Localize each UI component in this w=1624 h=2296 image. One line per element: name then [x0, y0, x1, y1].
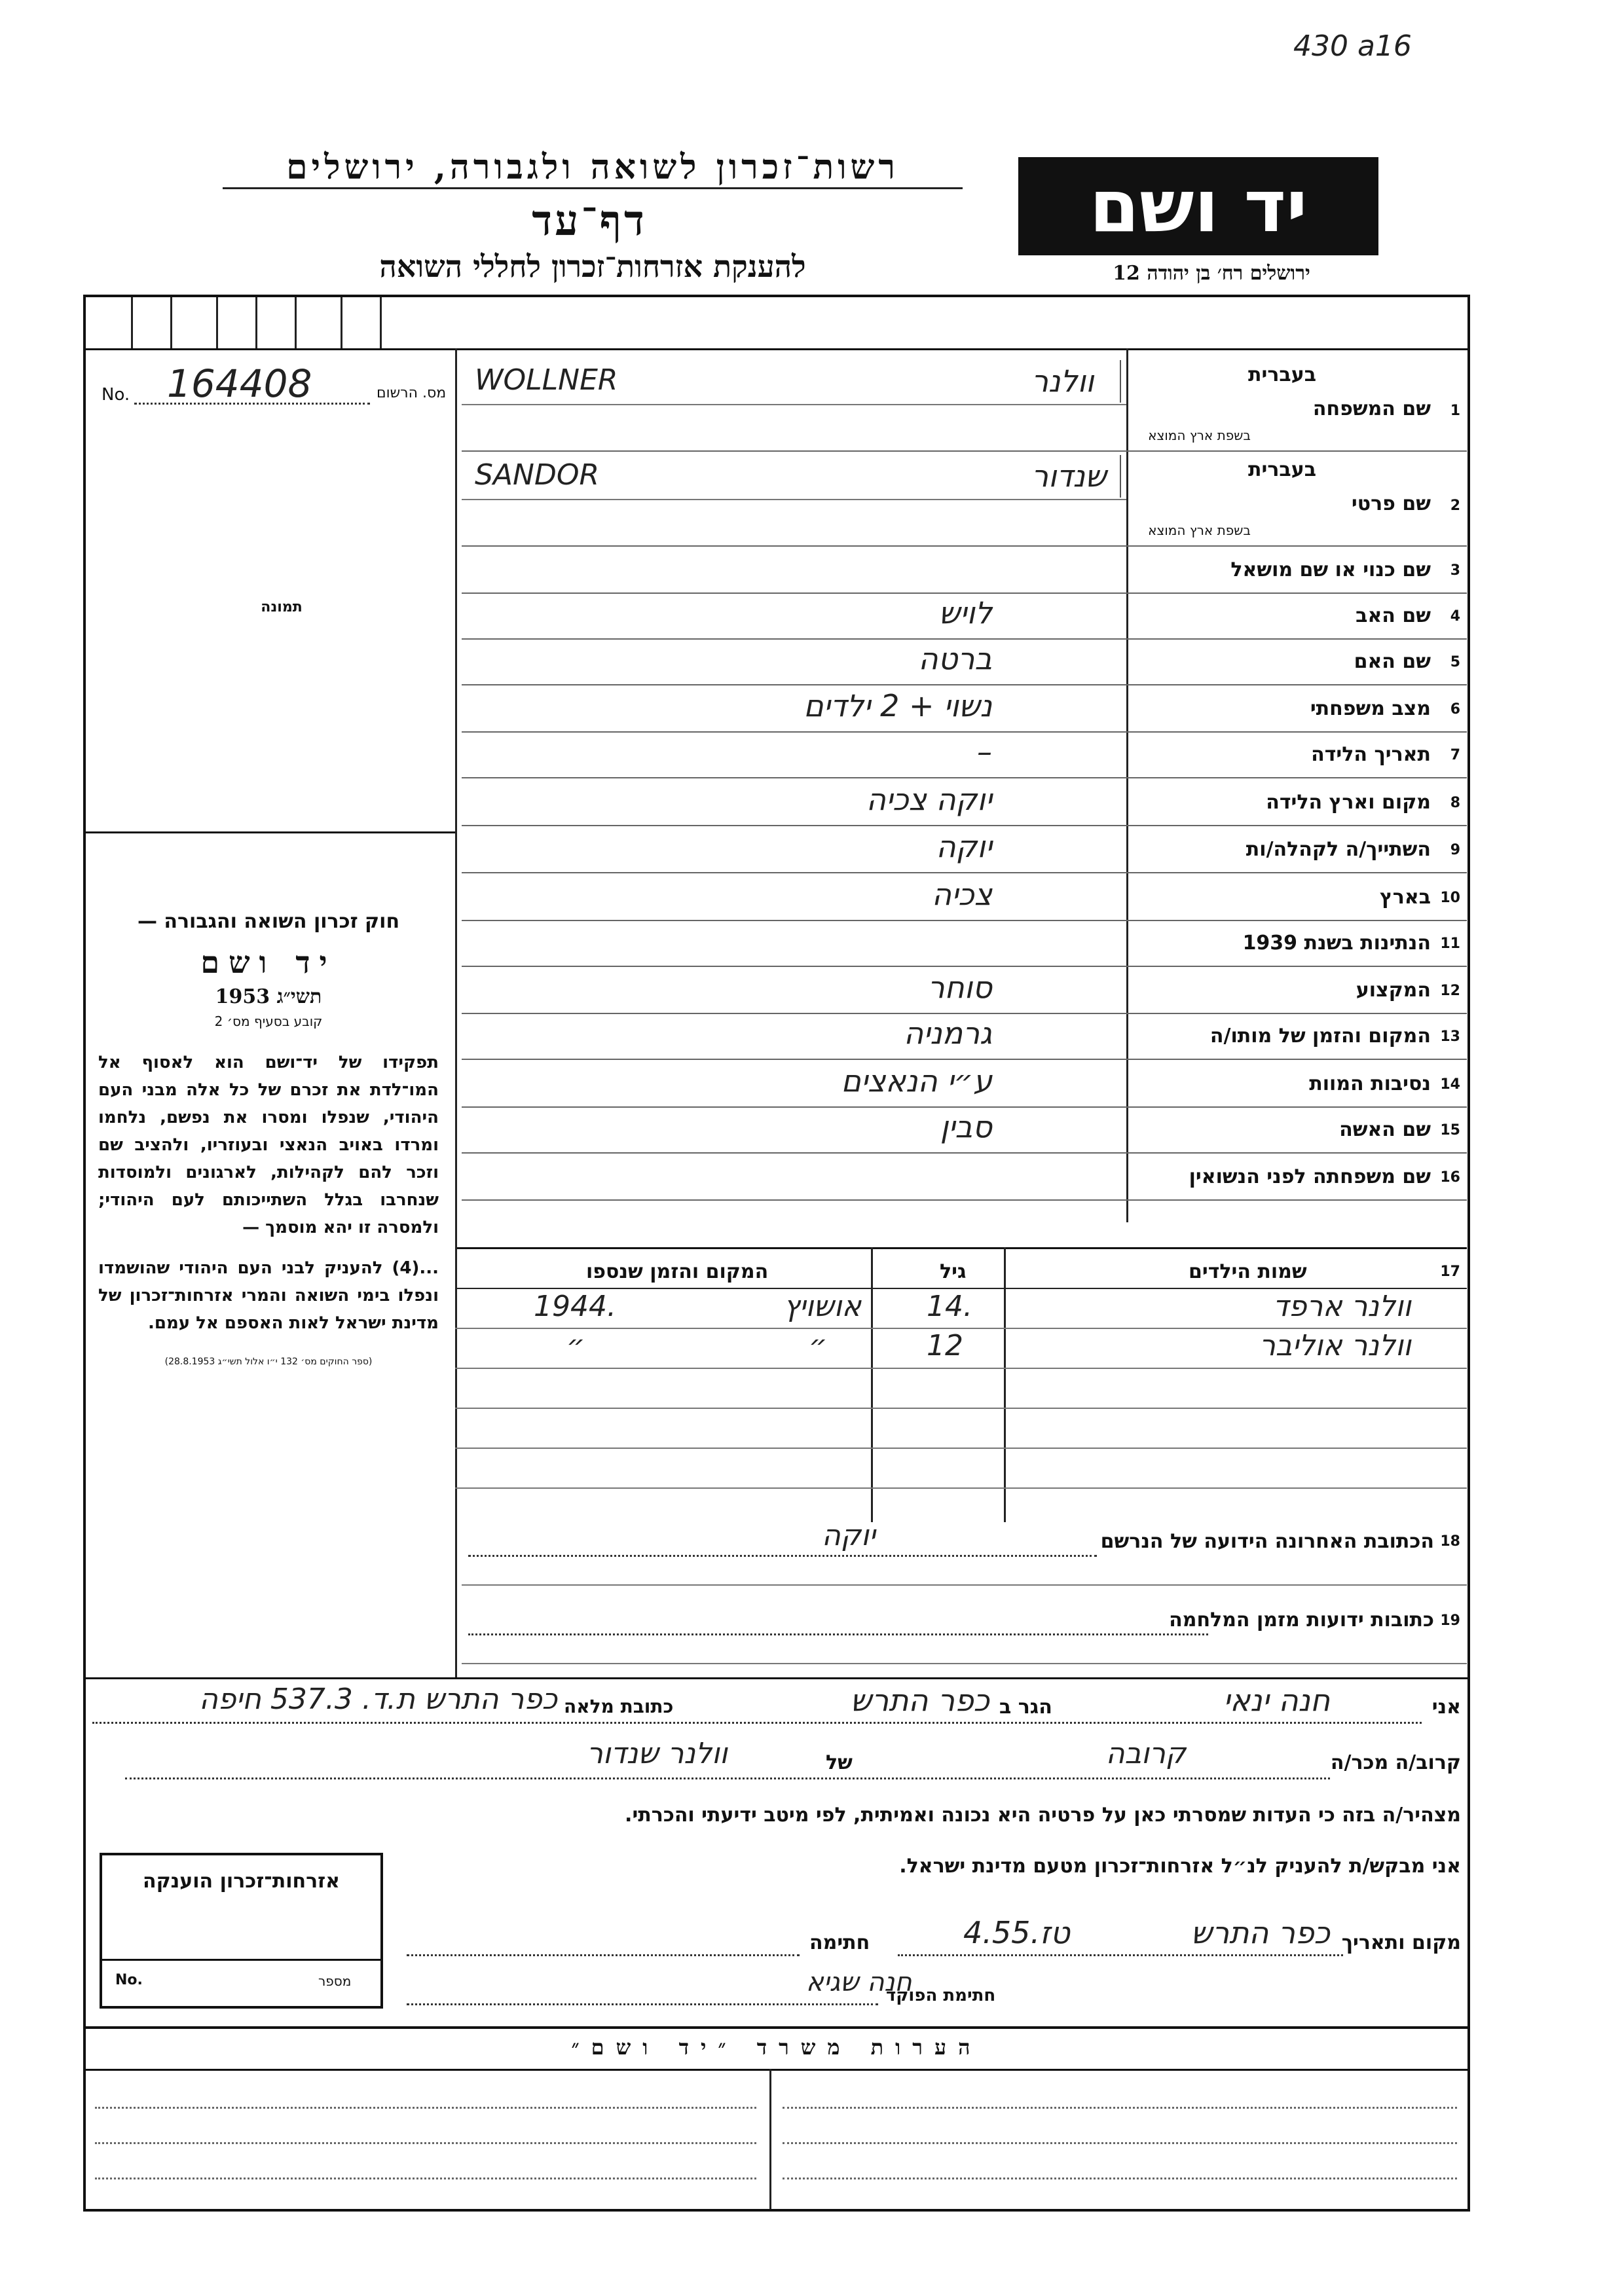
signature-label: חתימה — [809, 1931, 870, 1954]
authority-title: רשות־זכרון לשואה ולגבורה, ירושלים — [223, 147, 963, 189]
child-2-time: ״ — [566, 1329, 585, 1362]
form-subtitle: להענקת אזרחות־זכרון לחללי השואה — [379, 249, 806, 284]
field-row-6 — [455, 685, 1467, 733]
field-label-2: שם פרטי — [1351, 492, 1431, 515]
law-paragraph-2: ...(4) להעניק לבני העם היהודי שהושמדו ונפלו בימי השואה והמרי אזרחות־זכרון של מדינת ישראל לאות האספם אל עמם. — [98, 1258, 439, 1333]
field-number-5: 5 — [1450, 654, 1460, 670]
field-origin-value-1: WOLLNER — [475, 363, 618, 397]
child-1-place: אושויץ — [783, 1290, 861, 1323]
children-place-header: המקום והזמן שנספו — [586, 1260, 769, 1283]
law-name: יד ושם — [200, 945, 337, 980]
field-row-13 — [455, 1013, 1467, 1060]
field-label-11: הנתינות בשנת 1939 — [1242, 932, 1431, 955]
field-value-5: ברטה — [918, 641, 992, 676]
registration-row — [95, 361, 449, 406]
field-origin-label-2: בשפת ארץ המוצא — [1148, 522, 1251, 538]
field-number-10: 10 — [1440, 890, 1460, 906]
field-number-3: 3 — [1450, 562, 1460, 579]
field-row-8 — [455, 779, 1467, 826]
field-row-16 — [455, 1154, 1467, 1201]
field-value-6: נשוי + 2 ילדים — [803, 688, 992, 723]
field-label-3: שם כנוי או שם מושאל — [1230, 558, 1431, 581]
top-strip — [83, 297, 1467, 350]
field-label-5: שם האם — [1354, 650, 1431, 673]
address-section — [455, 1519, 1467, 1679]
logo-text: יד ושם — [1089, 164, 1308, 248]
of-value: וולנר שנדור — [586, 1737, 728, 1770]
child-2-name: וולנר אוליבר — [1259, 1329, 1411, 1362]
law-text — [98, 910, 439, 1367]
field-hebrew-value-2: שנדור — [1031, 458, 1107, 494]
children-age-header: גיל — [940, 1260, 967, 1283]
relation-value: קרובה — [1105, 1737, 1186, 1770]
child-2-age: 12 — [927, 1329, 963, 1362]
field-label-9: השתייך/ה לקהלה/ות — [1246, 838, 1431, 861]
field-row-15 — [455, 1106, 1467, 1154]
field-number-1: 1 — [1450, 403, 1460, 419]
law-heading: חוק זכרון השואה והגבורה — — [137, 910, 400, 933]
field-value-10: צכיה — [932, 877, 992, 912]
field-hebrew-label-1: בעברית — [1248, 363, 1316, 386]
stamp-no-label: No. — [115, 1972, 143, 1988]
resides-value: כפר התרש — [850, 1683, 989, 1718]
field-row-14 — [455, 1061, 1467, 1108]
child-2-place: ״ — [809, 1329, 828, 1362]
field-hebrew-value-1: וולנר — [1031, 363, 1094, 399]
place-date-label: מקום ותאריך — [1341, 1931, 1461, 1954]
stamp-title: אזרחות־זכרון הוענקה — [142, 1870, 341, 1893]
field-number-6: 6 — [1450, 701, 1460, 718]
of-label: של — [826, 1751, 853, 1774]
date-value: 4.טז.55 — [963, 1915, 1070, 1950]
form-title: דף־עד — [532, 196, 647, 246]
archive-number: 430 a16 — [1293, 29, 1412, 63]
field-label-8: מקום וארץ הלידה — [1266, 791, 1431, 814]
children-section — [455, 1247, 1467, 1522]
field-number-16: 16 — [1440, 1169, 1460, 1186]
field-value-4: לויש — [938, 595, 992, 630]
field-value-8: יוקה צכיה — [866, 782, 992, 817]
field-number-13: 13 — [1440, 1029, 1460, 1045]
last-address-value: יוקה — [822, 1519, 876, 1552]
field-number-19: 19 — [1440, 1613, 1460, 1629]
field-row-1 — [455, 357, 1467, 452]
field-number-8: 8 — [1450, 795, 1460, 811]
child-1-time: 1944. — [534, 1290, 616, 1323]
officer-label: חתימת הפוקד — [886, 1986, 996, 2005]
field-number-11: 11 — [1440, 936, 1460, 952]
field-row-2 — [455, 452, 1467, 547]
field-number-17: 17 — [1440, 1264, 1460, 1280]
children-names-header: שמות הילדים — [1189, 1260, 1307, 1283]
field-label-14: נסיבות המוות — [1309, 1072, 1431, 1095]
child-1-name: וולנר ארפד — [1272, 1290, 1411, 1323]
field-row-9 — [455, 826, 1467, 873]
field-row-3 — [455, 547, 1467, 594]
child-1-age: 14. — [927, 1290, 972, 1323]
field-number-2: 2 — [1450, 498, 1460, 514]
field-label-12: המקצוע — [1356, 979, 1431, 1002]
field-value-9: יוקה — [936, 829, 992, 864]
field-value-7: – — [977, 734, 992, 769]
resides-label: הגר ב — [999, 1696, 1052, 1719]
field-origin-value-2: SANDOR — [475, 458, 600, 492]
field-number-4: 4 — [1450, 608, 1460, 625]
statement-1: מצהיר/ה בזה כי העדות שמסרתי כאן על פרטיה היא נכונה ואמיתית, לפי מיטב ידיעתי והכרתי. — [625, 1804, 1461, 1827]
field-label-16: שם משפחתה לפני הנשואין — [1189, 1165, 1431, 1188]
photo-label: תמונה — [261, 599, 303, 615]
field-row-11 — [455, 920, 1467, 967]
stamp-number-label: מספר — [318, 1973, 352, 1989]
office-notes-title: הערות משרד ״יד ושם״ — [571, 2035, 982, 2060]
registration-number: 164408 — [167, 361, 312, 406]
field-value-15: סבין — [940, 1109, 992, 1144]
law-paragraph-1: תפקידו של יד־ושם הוא לאסוף אל המו־לדת את זכרם של כל אלה מבני העם היהודי, שנפלו ומסרו את נפשם, נלחמו ומרדו באויב הנאצי ובעוזריו, ולהציב שם וזכר להם לקהילות, לארגונים ולמוסדות שנחרבו בגלל השתייכותם לעם היהודי; ולמסרה זו יהא מוסמך — — [98, 1053, 439, 1237]
field-label-13: המקום והזמן של מותו/ה — [1209, 1025, 1431, 1048]
field-number-12: 12 — [1440, 983, 1460, 999]
declarant-name: חנה ינאי — [1223, 1683, 1330, 1718]
no-label: No. — [101, 385, 130, 405]
wartime-address-label: כתובות ידועות מזמן המלחמה — [1169, 1609, 1434, 1631]
field-row-5 — [455, 638, 1467, 685]
field-row-10 — [455, 874, 1467, 921]
yad-vashem-logo — [1018, 157, 1378, 255]
field-label-10: בארץ — [1379, 886, 1431, 909]
field-label-7: תאריך הלידה — [1311, 743, 1431, 766]
place-value: כפר התרש — [1190, 1915, 1330, 1950]
registration-label: מס. הרשום — [377, 385, 447, 401]
field-label-15: שם האשה — [1339, 1118, 1431, 1141]
field-label-4: שם האב — [1356, 604, 1431, 627]
i-label: אני — [1431, 1696, 1461, 1719]
address-label: כתובת מלאה — [564, 1696, 674, 1717]
field-number-18: 18 — [1440, 1533, 1460, 1550]
logo-address: ירושלים רח׳ בן יהודה 12 — [1113, 262, 1310, 285]
field-origin-label-1: בשפת ארץ המוצא — [1148, 428, 1251, 443]
field-value-14: ע״י הנאצים — [841, 1063, 992, 1099]
law-year: תשי״ג 1953 — [215, 985, 322, 1008]
officer-signature: חנה שגיא — [806, 1967, 912, 1997]
law-clause: קובע בסעיף מס׳ 2 — [214, 1013, 323, 1029]
field-row-7 — [455, 731, 1467, 778]
citizenship-stamp-box — [100, 1853, 383, 2009]
address-value: כפר התרש ת.ד. 537.3 חיפה — [199, 1683, 557, 1716]
law-footnote: (ספר החוקים מס׳ 132 י״ו אלול תשי״ג 28.8.1953) — [164, 1357, 373, 1367]
field-label-6: מצב משפחתי — [1310, 697, 1431, 720]
field-value-12: סוחר — [927, 970, 992, 1005]
field-label-1: שם המשפחה — [1312, 397, 1431, 420]
last-address-label: הכתובת האחרונה הידועה של הנרשם — [1100, 1530, 1434, 1553]
field-number-7: 7 — [1450, 747, 1460, 763]
field-number-9: 9 — [1450, 842, 1460, 858]
field-row-12 — [455, 967, 1467, 1014]
field-number-15: 15 — [1440, 1122, 1460, 1139]
field-row-4 — [455, 592, 1467, 640]
field-hebrew-label-2: בעברית — [1248, 458, 1316, 481]
relation-label: קרוב/ה מכר/ה — [1330, 1751, 1461, 1774]
field-number-14: 14 — [1440, 1076, 1460, 1093]
statement-2: אני מבקש/ת להעניק לנ״ל אזרחות־זכרון מטעם מדינת ישראל. — [899, 1855, 1461, 1878]
field-value-13: גרמניה — [904, 1015, 992, 1051]
